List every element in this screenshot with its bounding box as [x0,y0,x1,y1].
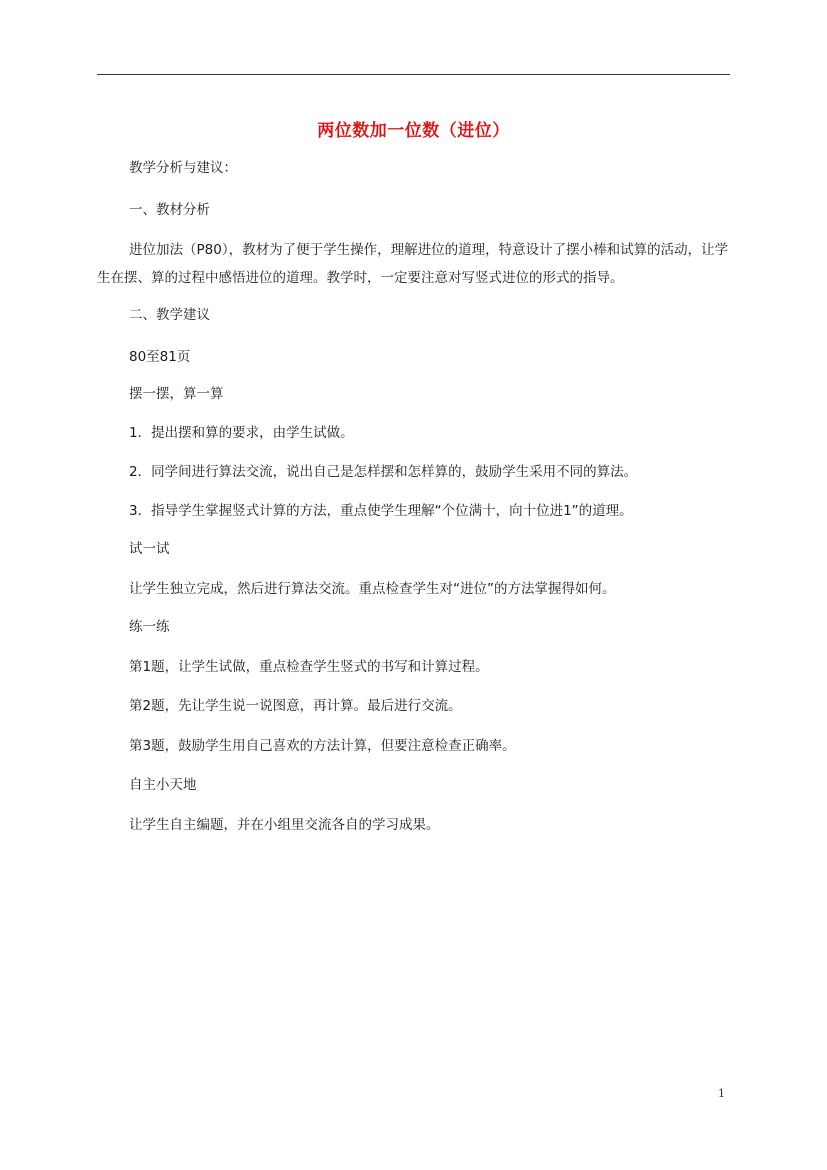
paragraph-self-body: 让学生自主编题，并在小组里交流各自的学习成果。 [129,817,440,833]
document-title: 两位数加一位数（进位） [317,121,510,141]
paragraph-section-2-heading: 二、教学建议 [129,307,210,323]
paragraph-exercise-3: 第3题，鼓励学生用自己喜欢的方法计算，但要注意检查正确率。 [129,738,516,754]
paragraph-step-3: 3．指导学生掌握竖式计算的方法，重点使学生理解“个位满十，向十位进1”的道理。 [129,503,633,519]
paragraph-try-body: 让学生独立完成，然后进行算法交流。重点检查学生对“进位”的方法掌握得如何。 [129,581,616,597]
page-number: 1 [718,1087,725,1100]
paragraph-step-2: 2．同学间进行算法交流，说出自己是怎样摆和怎样算的，鼓励学生采用不同的算法。 [129,464,638,480]
paragraph-pages: 80至81页 [129,349,191,365]
paragraph-practice-heading: 练一练 [129,619,170,635]
paragraph-activity-heading: 摆一摆，算一算 [129,386,224,402]
paragraph-self-heading: 自主小天地 [129,777,197,793]
paragraph-exercise-1: 第1题，让学生试做，重点检查学生竖式的书写和计算过程。 [129,659,489,675]
paragraph-analysis-heading: 教学分析与建议： [129,160,237,176]
paragraph-section-1-body: 进位加法（P80），教材为了便于学生操作，理解进位的道理，特意设计了摆小棒和试算的活动，让学生在摆、算的过程中感悟进位的道理。教学时，一定要注意对写竖式进位的形式的指导。 [97,242,729,286]
paragraph-try-heading: 试一试 [129,541,170,557]
paragraph-section-1-heading: 一、教材分析 [129,202,210,218]
paragraph-step-1: 1．提出摆和算的要求，由学生试做。 [129,425,354,441]
header-rule [97,74,730,75]
paragraph-exercise-2: 第2题，先让学生说一说图意，再计算。最后进行交流。 [129,698,462,714]
